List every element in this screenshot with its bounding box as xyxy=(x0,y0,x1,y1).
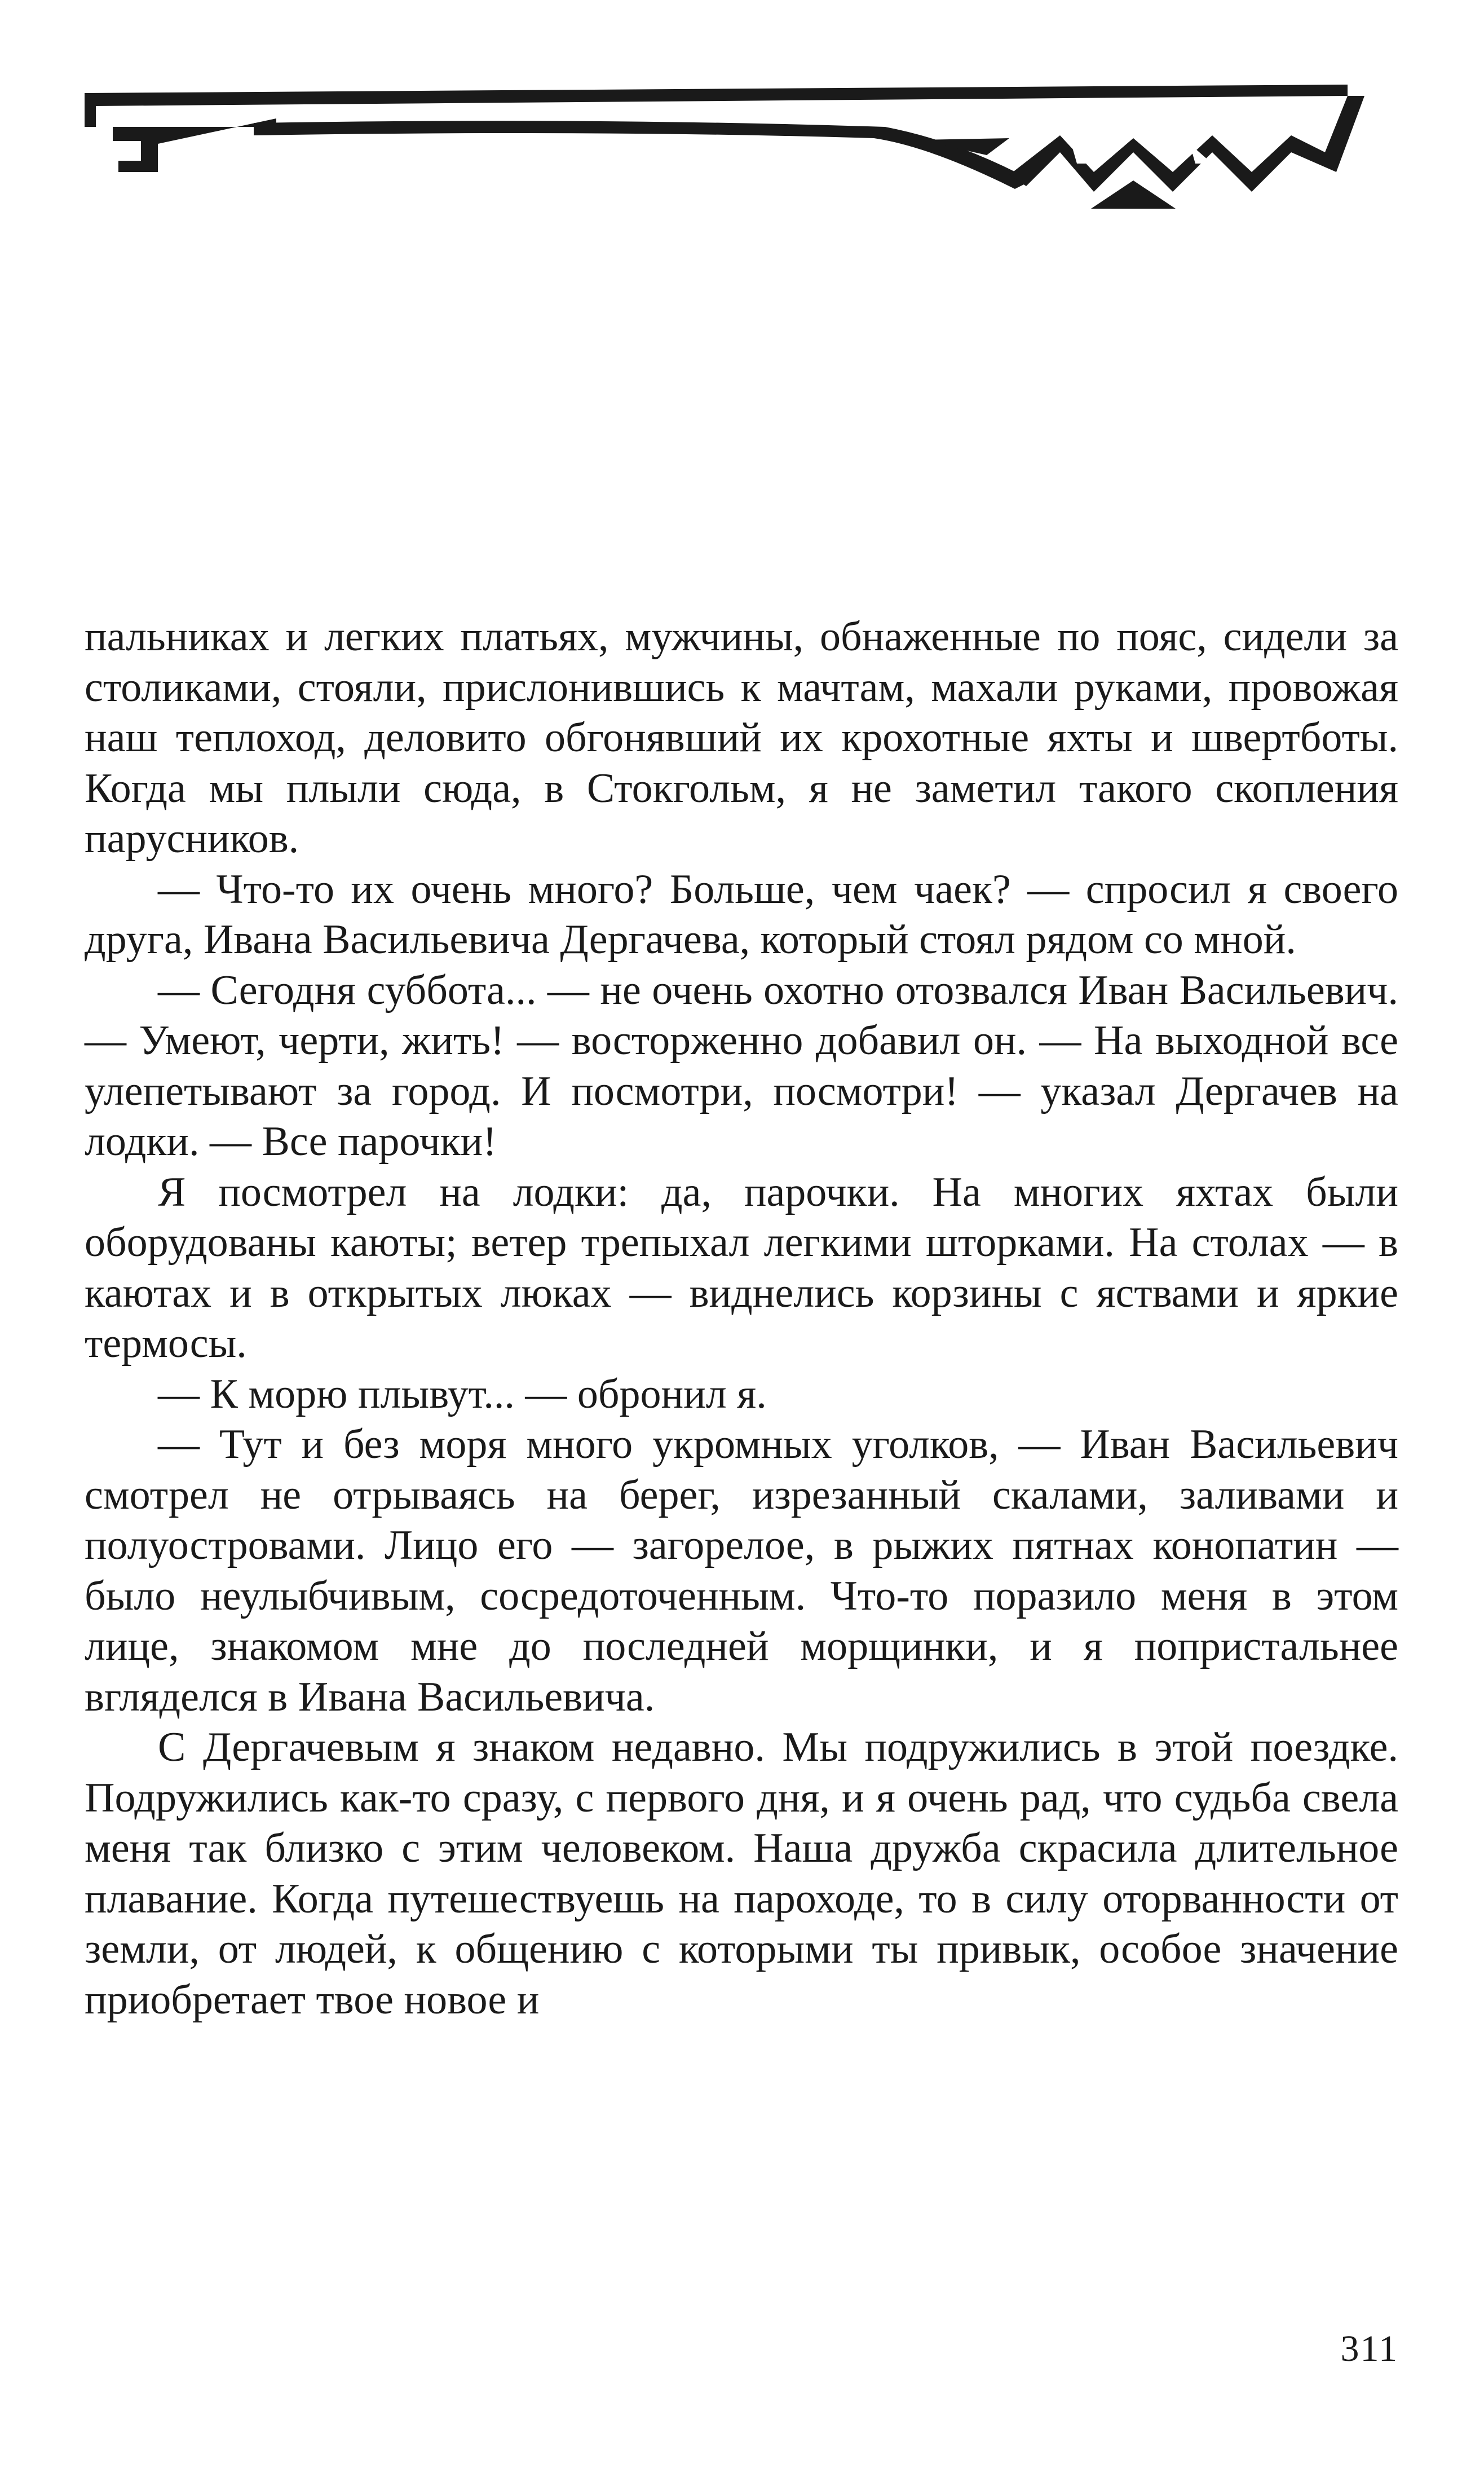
page-number: 311 xyxy=(1340,2328,1398,2369)
paragraph-7: С Дергачевым я знаком недавно. Мы подружились в этой поездке. Подружились как-то сразу, с первого дня, и я очень рад, что судьба свела меня так близко с этим человеком. Наша дружба скрасила длительное плавание. Когда путешествуешь на пароходе, то в силу оторванности от земли, от людей, к общению с которыми ты привык, особое значение приобретает твое новое и xyxy=(85,1724,1398,2023)
header-ornament xyxy=(85,73,1398,243)
body-text xyxy=(85,612,1398,2025)
paragraph-4: Я посмотрел на лодки: да, парочки. На многих яхтах были оборудованы каюты; ветер трепыхал легкими шторками. На столах — в каютах и в открытых люках — виднелись корзины с яствами и яркие термосы. xyxy=(85,1169,1398,1367)
paragraph-6: — Тут и без моря много укромных уголков, — Иван Васильевич смотрел не отрываясь на берег, изрезанный скалами, заливами и полуостровами. Лицо его — загорелое, в рыжих пятнах конопатин — было неулыбчивым, сосредоточенным. Что-то поразило меня в этом лице, знакомом мне до последней морщинки, и я попристальнее вгляделся в Ивана Васильевича. xyxy=(85,1421,1398,1720)
paragraph-1: пальниках и легких платьях, мужчины, обнаженные по пояс, сидели за столиками, стояли, прислонившись к мачтам, махали руками, провожая наш теплоход, деловито обгонявший их крохотные яхты и швертботы. Когда мы плыли сюда, в Стокгольм, я не заметил такого скопления парусников. xyxy=(85,614,1398,862)
paragraph-5: — К морю плывут... — обронил я. xyxy=(158,1370,767,1417)
paragraph-2: — Что-то их очень много? Больше, чем чаек? — спросил я своего друга, Ивана Васильевича Дергачева, который стоял рядом со мной. xyxy=(85,866,1398,963)
paragraph-3: — Сегодня суббота... — не очень охотно отозвался Иван Васильевич. — Умеют, черти, жить! — восторженно добавил он. — На выходной все улепетывают за город. И посмотри, посмотри! — указал Дергачев на лодки. — Все парочки! xyxy=(85,967,1398,1165)
